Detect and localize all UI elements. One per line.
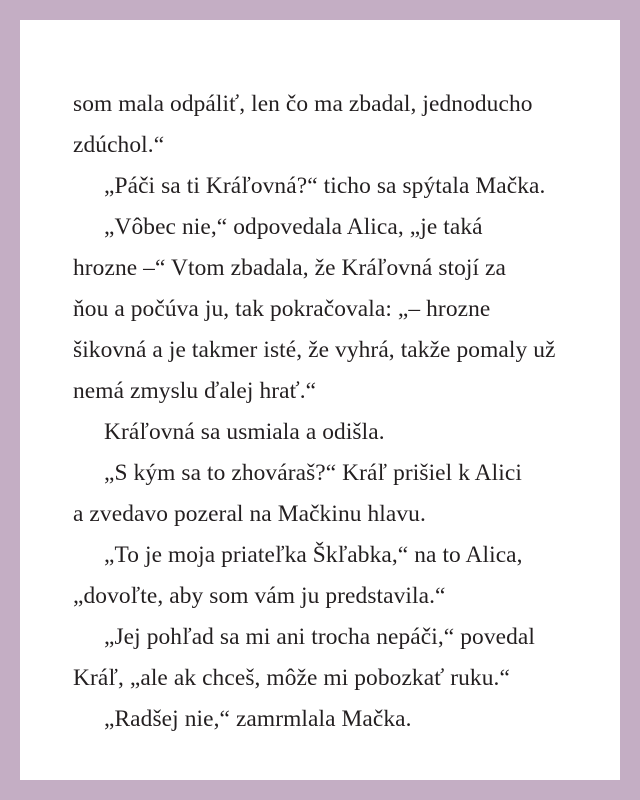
text-line: Kráľovná sa usmiala a odišla.	[104, 419, 385, 445]
text-line: „Radšej nie,“ zamrmlala Mačka.	[104, 706, 412, 732]
text-line: „Páči sa ti Kráľovná?“ ticho sa spýtala Mačka.	[104, 173, 546, 199]
text-line: „Vôbec nie,“ odpovedala Alica, „je taká	[104, 214, 483, 240]
text-line: šikovná a je takmer isté, že vyhrá, takže pomaly už	[73, 337, 556, 363]
text-line: „To je moja priateľka Škľabka,“ na to Alica,	[104, 542, 523, 568]
text-line: nemá zmyslu ďalej hrať.“	[73, 378, 317, 404]
text-line: „S kým sa to zhováraš?“ Kráľ prišiel k Alici	[104, 460, 522, 486]
book-page	[20, 20, 620, 780]
text-line: „dovoľte, aby som vám ju predstavila.“	[73, 583, 446, 609]
text-line: „Jej pohľad sa mi ani trocha nepáči,“ povedal	[104, 624, 535, 650]
text-line: zdúchol.“	[73, 132, 165, 158]
text-line: hrozne –“ Vtom zbadala, že Kráľovná stojí za	[73, 255, 507, 281]
text-line: a zvedavo pozeral na Mačkinu hlavu.	[73, 501, 426, 527]
page-text	[73, 84, 588, 740]
text-line: som mala odpáliť, len čo ma zbadal, jednoducho	[73, 91, 533, 117]
text-line: Kráľ, „ale ak chceš, môže mi pobozkať ruku.“	[73, 665, 510, 691]
text-line: ňou a počúva ju, tak pokračovala: „– hrozne	[73, 296, 491, 322]
